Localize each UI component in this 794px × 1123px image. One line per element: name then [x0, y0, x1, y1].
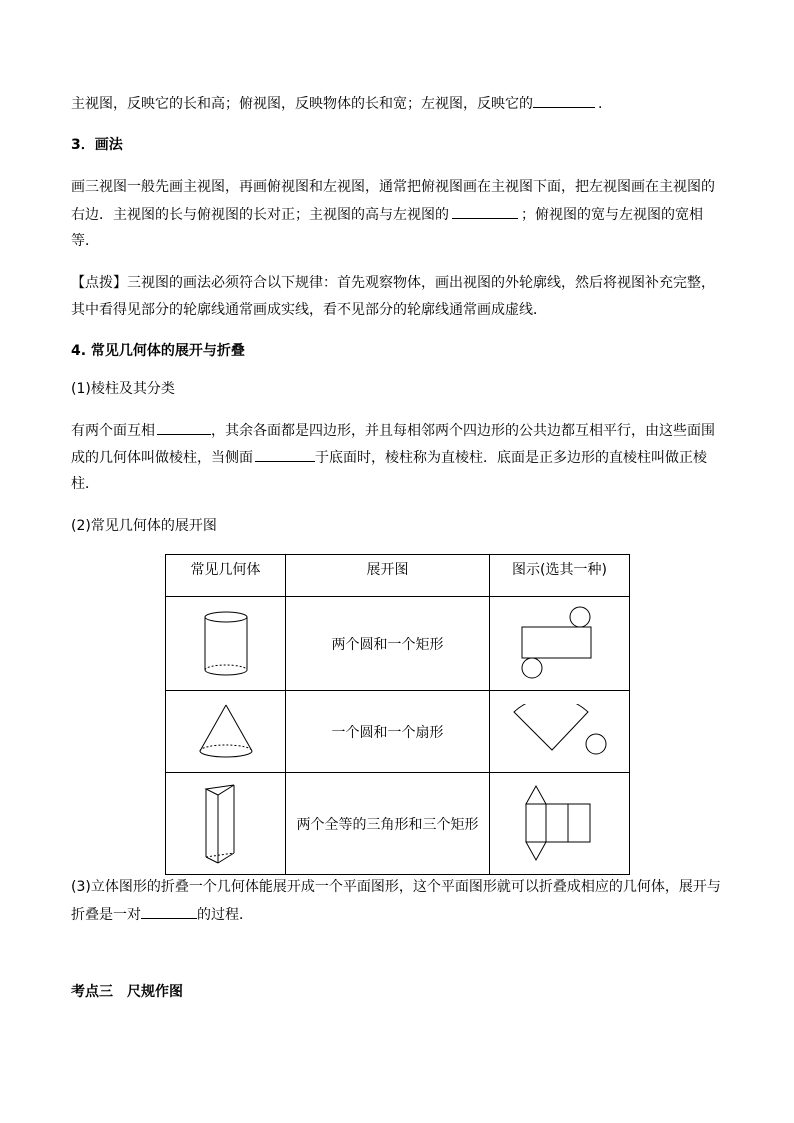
cylinder-icon — [201, 609, 251, 679]
paragraph-drawing-method-line3: 等． — [71, 233, 99, 249]
fill-blank — [452, 205, 518, 219]
section-heading-drawing-method: 3．画法 — [71, 137, 123, 153]
paragraph-prism-line3: 柱． — [71, 476, 99, 492]
paragraph-prism-line2: 成的几何体叫做棱柱，当侧面 于底面时，棱柱称为直棱柱．底面是正多边形的直棱柱叫做正棱 — [71, 450, 707, 466]
solids-nets-table — [165, 554, 630, 875]
paragraph-views-summary: 主视图，反映它的长和高；俯视图，反映物体的长和宽；左视图，反映它的 . — [71, 96, 603, 112]
prism-net-icon — [524, 784, 596, 864]
section-heading-unfold-fold: 4. 常见几何体的展开与折叠 — [71, 343, 245, 359]
tip-line2: 其中看得见部分的轮廓线通常画成实线，看不见部分的轮廓线通常画成虚线． — [71, 302, 547, 318]
table-header-row — [166, 555, 630, 597]
table-cell-desc: 两个全等的三角形和三个矩形 — [286, 773, 490, 875]
table-cell-solid — [166, 773, 286, 875]
subsection-common-nets: (2)常见几何体的展开图 — [71, 518, 217, 534]
table-row — [166, 773, 630, 875]
table-cell-solid — [166, 597, 286, 691]
table-header: 图示(选其一种) — [490, 555, 630, 597]
fill-blank — [533, 94, 595, 108]
paragraph-prism-line1: 有两个面互相 ，其余各面都是四边形，并且每相邻两个四边形的公共边都互相平行，由这些面围 — [71, 423, 715, 439]
table-cell-solid — [166, 691, 286, 773]
table-cell-net — [490, 691, 630, 773]
table-cell-desc: 两个圆和一个矩形 — [286, 597, 490, 691]
fill-blank — [141, 905, 197, 919]
table-cell-net — [490, 597, 630, 691]
subsection-folding-line2: 折叠是一对 的过程． — [71, 907, 253, 923]
table-header: 展开图 — [286, 555, 490, 597]
subsection-folding-line1: (3)立体图形的折叠一个几何体能展开成一个平面图形，这个平面图形就可以折叠成相应的几何体，展开与 — [71, 879, 721, 895]
cone-icon — [196, 703, 256, 761]
paragraph-drawing-method-line1: 画三视图一般先画主视图，再画俯视图和左视图，通常把俯视图画在主视图下面，把左视图画在主视图的 — [71, 179, 715, 195]
table-cell-net — [490, 773, 630, 875]
tip-line1: 【点拨】三视图的画法必须符合以下规律：首先观察物体，画出视图的外轮廓线，然后将视图补充完整， — [71, 275, 715, 291]
fill-blank — [157, 421, 211, 435]
table-row — [166, 597, 630, 691]
cone-net-icon — [512, 704, 608, 760]
paragraph-drawing-method-line2: 右边．主视图的长与俯视图的长对正；主视图的高与左视图的 ；俯视图的宽与左视图的宽相 — [71, 207, 703, 223]
fill-blank — [255, 448, 315, 462]
triangular-prism-icon — [204, 783, 248, 865]
subsection-prism-classification: (1)棱柱及其分类 — [71, 381, 175, 397]
cylinder-net-icon — [520, 605, 600, 683]
table-cell-desc: 一个圆和一个扇形 — [286, 691, 490, 773]
topic-heading-ruler-compass: 考点三 尺规作图 — [71, 984, 183, 1000]
table-row — [166, 691, 630, 773]
table-header: 常见几何体 — [166, 555, 286, 597]
